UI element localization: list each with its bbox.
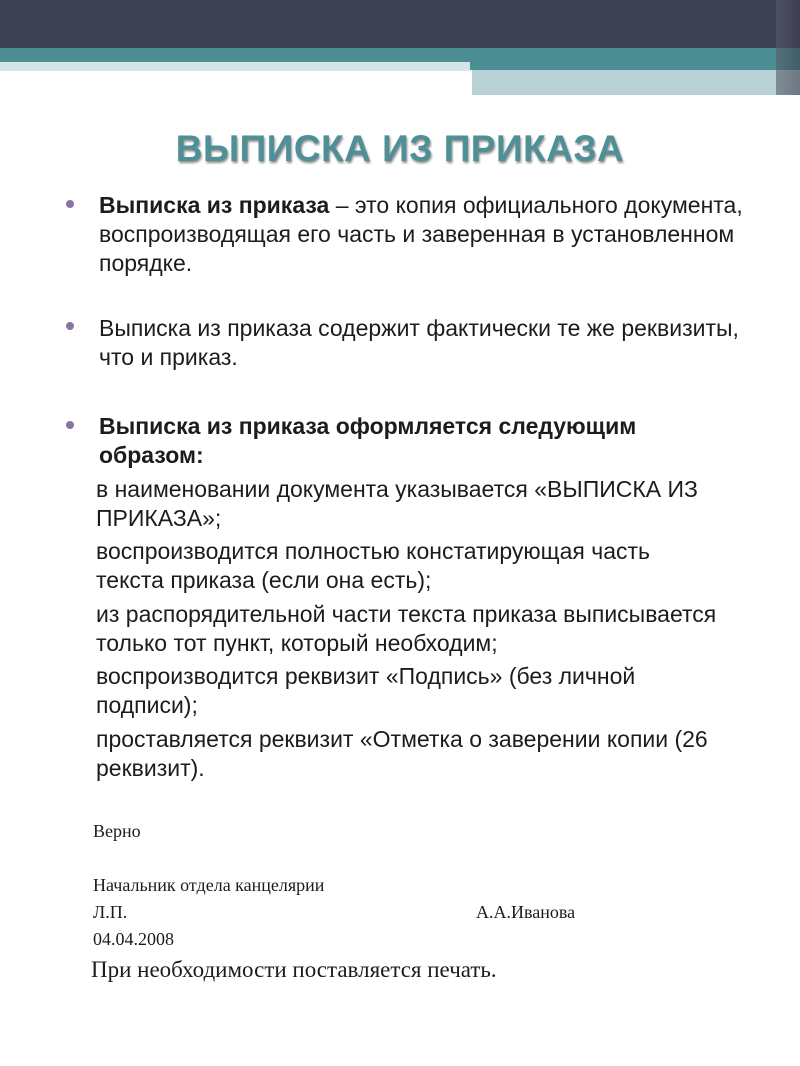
sub-item-statement: воспроизводится полностью констатирующая часть текста приказа (если она есть); <box>96 538 651 593</box>
certification-position: Начальник отдела канцелярии <box>93 875 325 895</box>
bullet-definition <box>99 191 759 278</box>
stamp-note: При необходимости поставляется печать. <box>91 957 497 982</box>
bullet-format-bold: Выписка из приказа оформляется следующим образом: <box>99 413 637 468</box>
sub-item-certification: проставляется реквизит «Отметка о заверении копии (26 реквизит). <box>96 726 708 781</box>
certification-verno: Верно <box>93 821 141 841</box>
bullet-dot-icon <box>66 421 74 429</box>
slide-title: ВЫПИСКА ИЗ ПРИКАЗА <box>175 128 625 169</box>
sub-item-title: в наименовании документа указывается «ВЫПИСКА ИЗ ПРИКАЗА»; <box>96 476 698 531</box>
bullet-dot-icon <box>66 322 74 330</box>
certification-initials: Л.П. <box>93 902 128 922</box>
bullet-definition-text: – это копия официального документа, воспроизводящая его часть и заверенная в установленном порядке. <box>99 192 743 276</box>
bullet-dot-icon <box>66 200 74 208</box>
sub-item-signature: воспроизводится реквизит «Подпись» (без личной подписи); <box>96 663 636 718</box>
bullet-requisites <box>99 314 759 372</box>
certification-name: А.А.Иванова <box>476 902 576 922</box>
certification-date: 04.04.2008 <box>93 929 174 949</box>
bullet-requisites-text: Выписка из приказа содержит фактически те же реквизиты, что и приказ. <box>99 315 739 370</box>
bullet-definition-bold: Выписка из приказа <box>99 192 330 218</box>
sub-item-point: из распорядительной части текста приказа выписывается только тот пункт, который необходим; <box>96 601 717 656</box>
bullet-format <box>99 412 699 470</box>
